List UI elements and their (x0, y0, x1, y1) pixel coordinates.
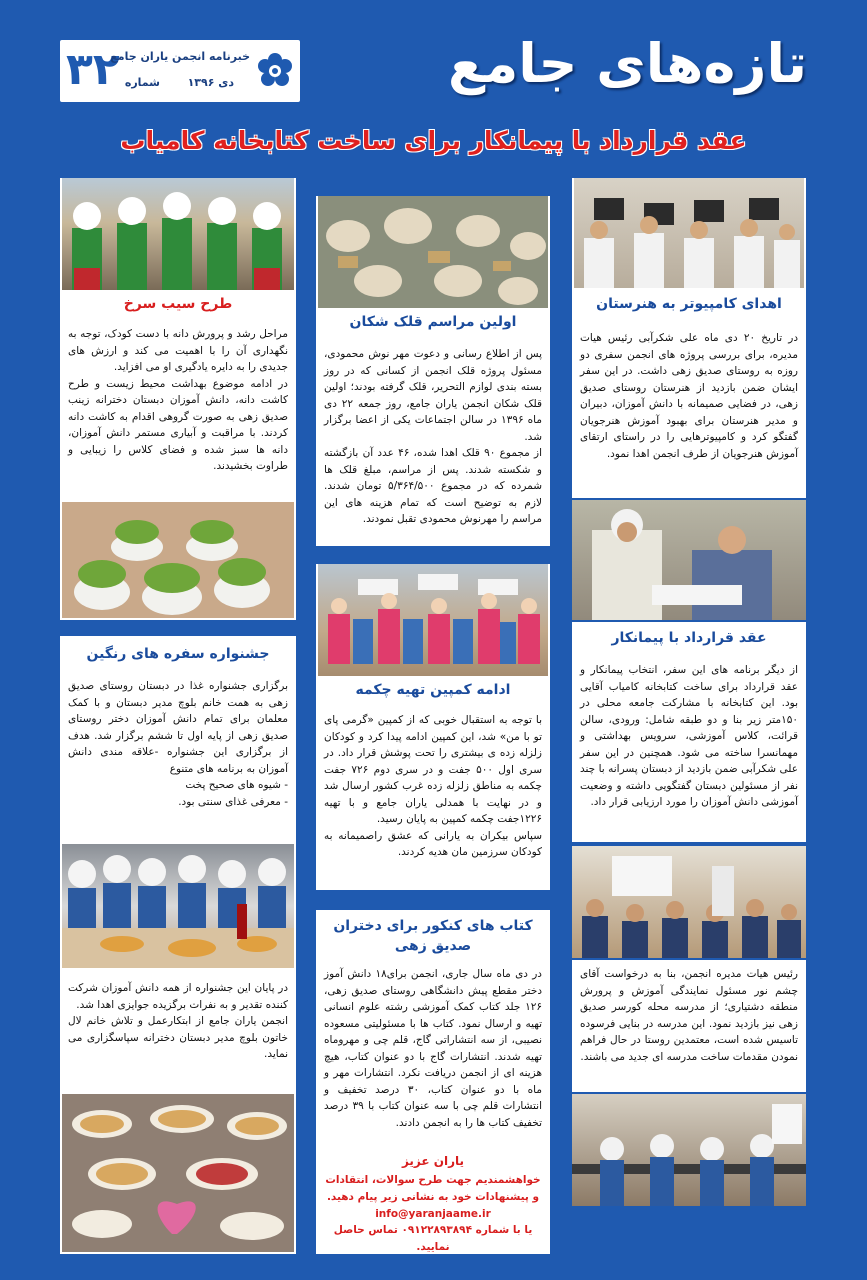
contact-email-link[interactable]: info@yaranjaame.ir (375, 1208, 491, 1220)
text-peymankar-2: رئیس هیات مدیره انجمن، بنا به درخواست آقای چشم نور مسئول نمایندگی آموزش و پرورش منطقه دشتیاری؛ از مدرسه محله کورسر صدیق زهی نیز بازدید نمود. این مدرسه در بنایی فرسوده تاسیس شده است، معتمدین روستا در حال فراهم نمودن مقدمات ساخت مدرسه ای جدید می باشند. (580, 968, 798, 1063)
article-ghollak (316, 196, 550, 546)
title-sib-sorkh: طرح سیب سرخ (123, 296, 233, 312)
article-sib-sorkh (60, 178, 296, 620)
title-peymankar: عقد قرارداد با پیمانکار (611, 630, 767, 646)
text-chakmeh: با توجه به استقبال خوبی که از کمپین «گرمی پای تو با من» شد، این کمپین ادامه پیدا کرد و کودکان زلزله زده ی بیشتری را تحت پوشش قرار داد. در سری اول ۵۰۰ جفت و در سری دوم ۷۲۶ جفت چکمه به مناطق زلزله زده غرب کشور ارسال شد و در نهایت با همدلی یاران جامع و با تهیه ۱۲۲۶جفت چکمه کمپین به پایان رسید. سپاس بیکران به یارانی که عشق راصمیمانه به کودکان سرزمین مان هدیه کردند. (324, 714, 542, 858)
photo-old-school (572, 1094, 806, 1206)
text-peymankar: از دیگر برنامه های این سفر، انتخاب پیمانکار و عقد قرارداد برای ساخت کتابخانه کامیاب آقایی بود. این کتابخانه با مشارکت جامعه محلی در ۱۵۰متر زیر بنا و دو طبقه شامل: ورودی، سالن قرائت، کلاس آموزشی، سرویس بهداشتی و مهمانسرا ساخته می شود. همچنین در این سفر علی شکرآبی ضمن بازدید از دبستان پسرانه با چند نفر از مسئولین دبستان گفتگویی داشته و وضعیت آموزشی دانش آموزان را مورد ارزیابی قرار داد. (580, 664, 798, 808)
girls-food-table (62, 844, 294, 968)
issue-date: دی ۱۳۹۶ (187, 76, 234, 89)
text-konkur: در دی ماه سال جاری، انجمن برای۱۸ دانش آموز دختر مقطع پیش دانشگاهی روستای صدیق زهی، ۱۲۶ جلد کتاب کمک آموزشی رشته علوم انسانی تهیه و ارسال نمود. کتاب ها با مسئولیتی مسعوده نصیبی، از سه انتشاراتی گاج، قلم چی و مهروماه تهیه شدند. انتشارات گاج با دو عنوان کتاب، هیچ هزینه ای از انجمن دریافت نکرد. انتشارات مهر و ماه با دو عنوان کتاب، ۳۰ درصد تخفیف و انتشارات قلم چی با سه عنوان کتاب با ۳۹ درصد تخفیف کتاب ها را به انجمن دادند. (324, 968, 542, 1129)
text-sib-sorkh: مراحل رشد و پرورش دانه با دست کودک، توجه به نگهداری آن را با اهمیت می کند و ارزش های جدیدی را به دایره یادگیری او می افزاید. در ادامه موضوع بهداشت محیط زیست و طرح کاشت دانه، دانش آموزان دبستان دخترانه زینب صدیق زهی به صورت گروهی اقدام به کاشت دانه کردند. با مراقبت و آبیاری مستمر دانش آموزان، دانه ها سبز شده و فضای کلاس را زیبایی و طراوت بخشیدند. (68, 328, 288, 472)
text-sofreh: برگزاری جشنواره غذا در دبستان روستای صدیق زهی به همت خانم بلوچ مدیر دبستان و با کمک معلمان برای تمام دانش آموزان دختر روستای صدیق زهی از پایه اول تا ششم برگزار شد. هدف از برگزاری این جشنواره -علاقه مندی دانش آموزان به برنامه های متنوع - شیوه های صحیح پخت - معرفی غذای سنتی بود. (68, 680, 288, 808)
issue-label: شماره (124, 76, 160, 89)
article-peymankar (572, 622, 806, 842)
photo-students-plants (62, 178, 294, 290)
students-computers (574, 178, 804, 288)
article-chakmeh (316, 564, 550, 890)
title-chakmeh: ادامه کمپین تهیه چکمه (355, 682, 511, 698)
title-computer: اهدای کامپیوتر به هنرستان (596, 296, 782, 312)
plant-cups (62, 502, 294, 618)
flower-logo-icon (256, 52, 294, 90)
article-konkur (316, 910, 550, 1254)
photo-food-festival (62, 844, 294, 968)
text-ghollak: پس از اطلاع رسانی و دعوت مهر نوش محمودی، مسئول پروژه قلک انجمن از کسانی که در روز بسته بندی لوازم التحریر، قلک گرفته بودند؛ اولین قلک شکان انجمن یاران جامع، روز جمعه ۲۲ دی ماه ۱۳۹۶ در سالن اجتماعات یکی از اعضا برگزار شد. از مجموع ۹۰ قلک اهدا شده، ۴۶ عدد آن بازگشته و شکسته شدند. پس از مراسم، مبلغ قلک ها شمرده که در مجموع ۵/۳۶۴/۵۰۰ تومان شدند. لازم به توضیح است که تمام هزینه های این مراسم را مهرنوش محمودی تقبل نمودند. (324, 348, 543, 525)
photo-piggy-banks (318, 196, 548, 308)
photo-contract-signing (572, 500, 806, 620)
issue-number: ۳۲ (66, 44, 120, 95)
title-konkur: کتاب های کنکور برای دختران صدیق زهی (333, 918, 533, 954)
photo-food-plates (62, 1094, 294, 1252)
broken-piggy-banks (318, 196, 548, 308)
old-school-students (572, 1094, 806, 1206)
masthead-box (60, 40, 300, 102)
photo-plant-cups (62, 502, 294, 618)
contact-text: خواهشمندیم جهت طرح سوالات، انتقادات و پیشنهادات خود به نشانی زیر پیام دهید. (325, 1174, 541, 1203)
text-sofreh-2: در پایان این جشنواره از همه دانش آموزان شرکت کننده تقدیر و به نفرات برگزیده جوایزی اهدا شد. انجمن یاران جامع از ابتکارعمل و تلاش خانم لال خاتون بلوچ مدیر دبستان دخترانه سپاسگزاری می نماید. (68, 982, 288, 1060)
title-ghollak: اولین مراسم قلک شکان (349, 314, 517, 330)
contact-title: یاران عزیز (401, 1154, 465, 1168)
contact-phone: یا با شماره ۰۹۱۲۲۸۹۳۸۹۴ تماس حاصل نمایید. (333, 1224, 533, 1253)
title-sofreh: جشنواره سفره های رنگین (86, 646, 270, 662)
newsletter-name: خبرنامه انجمن یاران جامع (110, 50, 250, 63)
article-computer (572, 178, 806, 498)
children-boots (318, 564, 548, 676)
text-computer: در تاریخ ۲۰ دی ماه علی شکرآبی رئیس هیات مدیره، برای بررسی پروژه های انجمن سفری دو روزه به روستای صدیق زهی داشت. در این سفر ایشان ضمن بازدید از هنرستان روستای صدیق زهی، در فضایی صمیمانه با دانش آموزان، دبیران و مدیر هنرستان برای بهبود آموزش هنرجویان گفتگو کرد و کامپیوترهایی را در راستای ارتقای آموزش هنرجویان از طرف انجمن اهدا نمود. (580, 332, 798, 460)
photo-computer-class (574, 178, 804, 288)
photo-boys-classroom (572, 846, 806, 958)
main-title: تازه‌های جامع (447, 32, 807, 95)
men-signing-contract (572, 500, 806, 620)
article-sofreh (60, 636, 296, 1254)
photo-boots-campaign (318, 564, 548, 676)
headline: عقد قرارداد با پیمانکار برای ساخت کتابخانه کامیاب (120, 126, 747, 155)
food-plates (62, 1094, 294, 1252)
students-figures (62, 178, 294, 290)
article-peymankar-2 (572, 960, 806, 1092)
classroom-students (572, 846, 806, 958)
